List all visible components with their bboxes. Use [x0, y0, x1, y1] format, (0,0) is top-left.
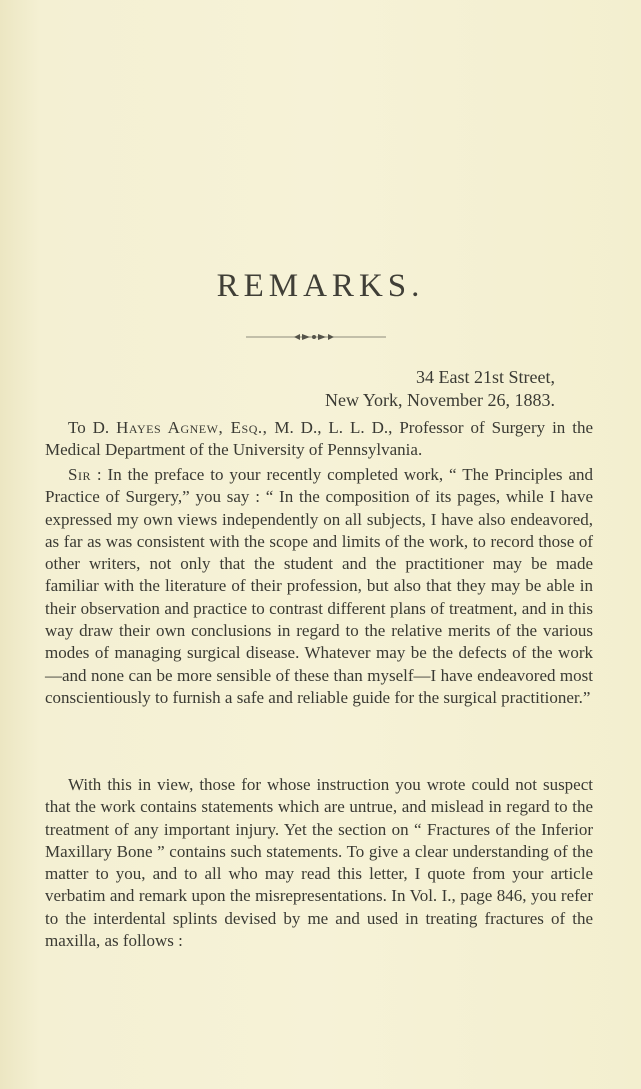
paragraph-2-text: With this in view, those for whose instruction you wrote could not suspect that the work contains statements which are untrue, and mislead in regard to the treatment of any important injury. Yet the section on “ Fractures of the Inferior Maxillary Bone ” contains such statements. To give a clear understanding of the matter to you, and to all who may read this letter, I quote from your article verbatim and remark upon the misrepresentations. In Vol. I., page 846, you refer to the interdental splints devised by me and used in treating fractures of the maxilla, as follows :	[45, 775, 593, 951]
paragraph-2	[45, 774, 593, 952]
sir-salutation: Sir	[68, 465, 91, 484]
paragraph-1	[45, 464, 593, 709]
salutation-to: To D.	[68, 418, 110, 437]
page-heading: REMARKS.	[216, 268, 425, 304]
address-line-2: New York, November 26, 1883.	[325, 390, 555, 410]
paragraph-1-text: : In the preface to your recently completed work, “ The Principles and Practice of Surgery,” you say : “ In the composition of its pages, while I have expressed my own views independently on all subjects, I have also endeavored, as far as was consistent with the scope and limits of the work, to record those of other writers, not only that the student and the practitioner may be made familiar with the literature of their profession, but also that they may be able in their observation and practice to contrast different plans of treatment, and in this way draw their own conclusions in regard to the relative merits of the various modes of managing surgical disease. Whatever may be the defects of the work—and none can be more sensible of these than myself—I have endeavored most conscientiously to furnish a safe and reliable guide for the surgical practitioner.”	[45, 465, 594, 707]
salutation-name: Hayes Agnew, Esq.,	[116, 418, 268, 437]
salutation-rest: M. D., L. L. D., Professor of Surgery in the Medical Department of the University of Pennsylvania.	[45, 418, 594, 459]
address-line-1: 34 East 21st Street,	[416, 367, 555, 387]
salutation	[45, 417, 593, 461]
ornament-divider	[246, 330, 386, 344]
address-block	[325, 366, 555, 412]
